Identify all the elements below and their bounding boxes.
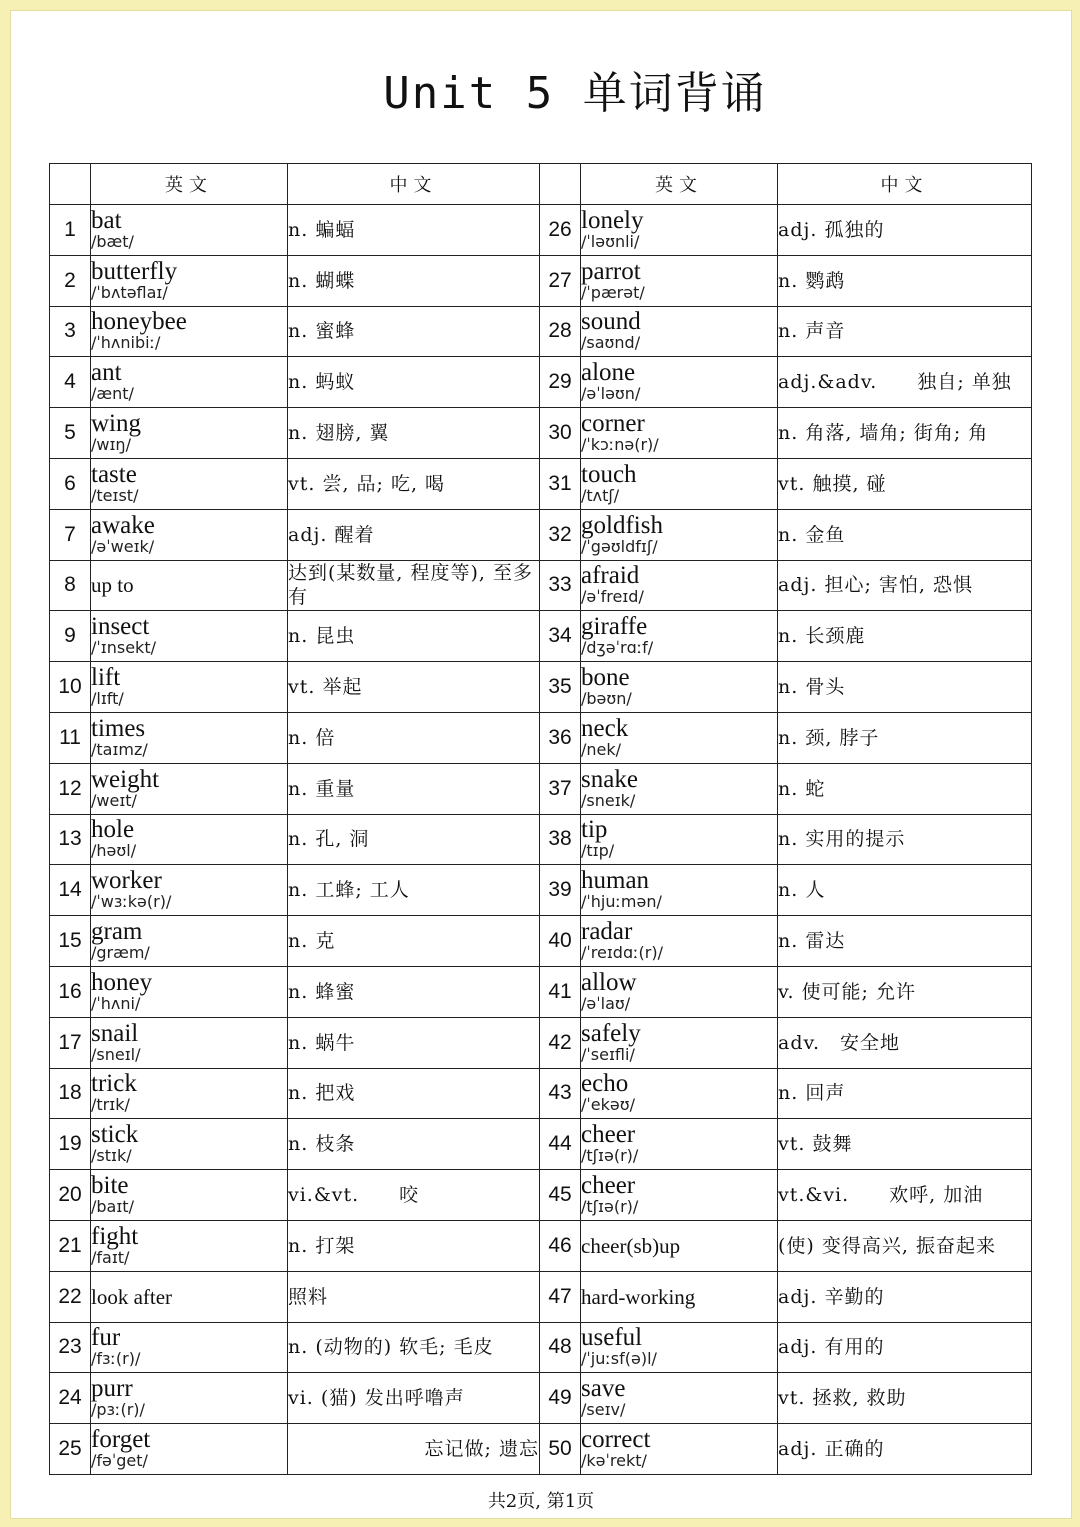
english-cell	[91, 306, 288, 357]
chinese-meaning: (使) 变得高兴, 振奋起来	[778, 1220, 1032, 1271]
entry-number: 32	[540, 509, 581, 560]
entry-number: 28	[540, 306, 581, 357]
entry-number: 4	[50, 357, 91, 408]
entry-number: 34	[540, 611, 581, 662]
english-word: lonely	[581, 206, 644, 234]
phonetic: /ˈseɪfli/	[581, 1044, 635, 1064]
english-cell	[91, 611, 288, 662]
chinese-meaning: n. (动物的) 软毛; 毛皮	[288, 1322, 540, 1373]
entry-number: 41	[540, 966, 581, 1017]
chinese-meaning: n. 孔, 洞	[288, 814, 540, 865]
phonetic: /tɪp/	[581, 841, 615, 861]
phonetic: /baɪt/	[91, 1197, 134, 1217]
table-row	[50, 814, 1032, 865]
english-word: radar	[581, 918, 633, 946]
phonetic: /dʒəˈrɑːf/	[581, 638, 654, 658]
english-word: echo	[581, 1070, 629, 1098]
english-word: times	[91, 714, 146, 742]
english-word: corner	[581, 410, 645, 438]
entry-number: 15	[50, 916, 91, 967]
phonetic: /ˈbʌtəflaɪ/	[91, 282, 168, 302]
chinese-meaning: vt. 举起	[288, 662, 540, 713]
chinese-meaning: adj. 担心; 害怕, 恐惧	[778, 560, 1032, 611]
english-cell	[91, 1271, 288, 1322]
english-word: useful	[581, 1324, 643, 1352]
entry-number: 21	[50, 1220, 91, 1271]
chinese-meaning: n. 昆虫	[288, 611, 540, 662]
chinese-meaning: n. 蝴蝶	[288, 255, 540, 306]
english-cell	[91, 560, 288, 611]
chinese-meaning: n. 蜜蜂	[288, 306, 540, 357]
header-number	[50, 164, 91, 205]
entry-number: 7	[50, 509, 91, 560]
entry-number: 24	[50, 1373, 91, 1424]
english-cell	[91, 865, 288, 916]
english-word: purr	[91, 1375, 133, 1403]
phonetic: /ˈhʌni/	[91, 993, 141, 1013]
chinese-meaning: n. 长颈鹿	[778, 611, 1032, 662]
english-word: correct	[581, 1426, 651, 1454]
english-word: stick	[91, 1121, 139, 1149]
entry-number: 33	[540, 560, 581, 611]
chinese-meaning: n. 雷达	[778, 916, 1032, 967]
header-english: 英文	[91, 164, 288, 205]
chinese-meaning: n. 实用的提示	[778, 814, 1032, 865]
english-cell	[91, 966, 288, 1017]
entry-number: 43	[540, 1068, 581, 1119]
english-word: giraffe	[581, 613, 648, 641]
chinese-meaning: n. 金鱼	[778, 509, 1032, 560]
table-row	[50, 1373, 1032, 1424]
english-cell	[581, 1271, 778, 1322]
entry-number: 9	[50, 611, 91, 662]
english-cell	[91, 1068, 288, 1119]
phonetic: /lɪft/	[91, 689, 124, 709]
english-cell	[581, 712, 778, 763]
english-word: cheer(sb)up	[581, 1233, 681, 1258]
entry-number: 19	[50, 1119, 91, 1170]
english-word: wing	[91, 410, 141, 438]
chinese-meaning: n. 工蜂; 工人	[288, 865, 540, 916]
phonetic: /trɪk/	[91, 1095, 130, 1115]
vocabulary-table	[49, 163, 1032, 1475]
entry-number: 42	[540, 1017, 581, 1068]
phonetic: /stɪk/	[91, 1146, 132, 1166]
entry-number: 49	[540, 1373, 581, 1424]
phonetic: /əˈləʊn/	[581, 384, 641, 404]
entry-number: 20	[50, 1170, 91, 1221]
english-word: human	[581, 867, 650, 895]
phonetic: /weɪt/	[91, 790, 137, 810]
english-cell	[91, 662, 288, 713]
page-title: Unit 5 单词背诵	[383, 68, 767, 119]
phonetic: /seɪv/	[581, 1400, 626, 1420]
chinese-meaning: 照料	[288, 1271, 540, 1322]
english-word: honey	[91, 968, 153, 996]
english-word: touch	[581, 460, 637, 488]
entry-number: 30	[540, 408, 581, 459]
chinese-meaning: adj.&adv. 独自; 单独	[778, 357, 1032, 408]
phonetic: /həʊl/	[91, 841, 137, 861]
chinese-meaning: n. 蜂蜜	[288, 966, 540, 1017]
header-chinese: 中文	[778, 164, 1032, 205]
entry-number: 44	[540, 1119, 581, 1170]
english-word: allow	[581, 968, 637, 996]
entry-number: 11	[50, 712, 91, 763]
english-cell	[91, 255, 288, 306]
chinese-meaning: n. 翅膀, 翼	[288, 408, 540, 459]
english-word: goldfish	[581, 511, 663, 539]
english-cell	[91, 1220, 288, 1271]
entry-number: 48	[540, 1322, 581, 1373]
phonetic: /ˈhjuːmən/	[581, 892, 662, 912]
english-word: afraid	[581, 562, 640, 590]
table-row	[50, 357, 1032, 408]
chinese-meaning: adj. 有用的	[778, 1322, 1032, 1373]
phonetic: /saʊnd/	[581, 333, 641, 353]
english-word: snail	[91, 1019, 139, 1047]
table-row	[50, 966, 1032, 1017]
table-row	[50, 712, 1032, 763]
table-row	[50, 1170, 1032, 1221]
phonetic: /faɪt/	[91, 1247, 130, 1267]
english-cell	[581, 916, 778, 967]
table-row	[50, 763, 1032, 814]
entry-number: 50	[540, 1424, 581, 1475]
english-word: insect	[91, 613, 150, 641]
entry-number: 31	[540, 458, 581, 509]
entry-number: 27	[540, 255, 581, 306]
entry-number: 37	[540, 763, 581, 814]
english-word: trick	[91, 1070, 137, 1098]
table-row	[50, 865, 1032, 916]
chinese-meaning: n. 克	[288, 916, 540, 967]
english-word: taste	[91, 460, 137, 488]
phonetic: /ænt/	[91, 384, 134, 404]
phonetic: /pɜː(r)/	[91, 1400, 145, 1420]
entry-number: 26	[540, 205, 581, 256]
english-word: worker	[91, 867, 162, 895]
phonetic: /nek/	[581, 739, 622, 759]
english-word: look after	[91, 1284, 173, 1309]
english-word: up to	[91, 573, 134, 598]
phonetic: /tʃɪə(r)/	[581, 1146, 639, 1166]
english-cell	[581, 611, 778, 662]
english-word: bone	[581, 664, 630, 692]
table-row	[50, 1017, 1032, 1068]
english-cell	[581, 509, 778, 560]
english-cell	[581, 865, 778, 916]
english-cell	[91, 1322, 288, 1373]
chinese-meaning: n. 蝙蝠	[288, 205, 540, 256]
english-word: butterfly	[91, 257, 178, 285]
english-cell	[91, 814, 288, 865]
english-word: awake	[91, 511, 155, 539]
chinese-meaning: adv. 安全地	[778, 1017, 1032, 1068]
english-cell	[91, 357, 288, 408]
phonetic: /əˈweɪk/	[91, 536, 155, 556]
english-cell	[581, 1220, 778, 1271]
chinese-meaning: n. 骨头	[778, 662, 1032, 713]
english-word: honeybee	[91, 308, 187, 336]
english-cell	[581, 814, 778, 865]
phonetic: /ˈləʊnli/	[581, 231, 640, 251]
entry-number: 5	[50, 408, 91, 459]
english-cell	[581, 306, 778, 357]
entry-number: 38	[540, 814, 581, 865]
english-word: hard-working	[581, 1284, 696, 1309]
chinese-meaning: n. 把戏	[288, 1068, 540, 1119]
english-word: bat	[91, 206, 122, 234]
english-word: ant	[91, 359, 122, 387]
english-cell	[91, 1373, 288, 1424]
phonetic: /ˈekəʊ/	[581, 1095, 636, 1115]
english-cell	[581, 1017, 778, 1068]
entry-number: 10	[50, 662, 91, 713]
table-row	[50, 662, 1032, 713]
english-word: save	[581, 1375, 626, 1403]
entry-number: 3	[50, 306, 91, 357]
english-word: hole	[91, 816, 135, 844]
english-word: tip	[581, 816, 608, 844]
chinese-meaning: vt. 鼓舞	[778, 1119, 1032, 1170]
english-word: lift	[91, 664, 121, 692]
english-cell	[91, 1119, 288, 1170]
table-row	[50, 255, 1032, 306]
entry-number: 45	[540, 1170, 581, 1221]
header-number	[540, 164, 581, 205]
english-cell	[581, 1322, 778, 1373]
entry-number: 17	[50, 1017, 91, 1068]
english-word: neck	[581, 714, 629, 742]
table-row	[50, 306, 1032, 357]
chinese-meaning: adj. 辛勤的	[778, 1271, 1032, 1322]
phonetic: /tʌtʃ/	[581, 485, 620, 505]
chinese-meaning: vt.&vi. 欢呼, 加油	[778, 1170, 1032, 1221]
chinese-meaning: vt. 拯救, 救助	[778, 1373, 1032, 1424]
english-cell	[581, 458, 778, 509]
english-word: fur	[91, 1324, 121, 1352]
chinese-meaning: vt. 触摸, 碰	[778, 458, 1032, 509]
document-page	[10, 10, 1072, 1519]
phonetic: /fɜː(r)/	[91, 1349, 141, 1369]
chinese-meaning: n. 倍	[288, 712, 540, 763]
english-cell	[581, 1068, 778, 1119]
entry-number: 12	[50, 763, 91, 814]
phonetic: /ˈkɔːnə(r)/	[581, 435, 659, 455]
phonetic: /græm/	[91, 943, 150, 963]
chinese-meaning: n. 枝条	[288, 1119, 540, 1170]
english-word: safely	[581, 1019, 641, 1047]
phonetic: /teɪst/	[91, 485, 139, 505]
phonetic: /sneɪl/	[91, 1044, 141, 1064]
english-cell	[581, 560, 778, 611]
english-cell	[91, 1017, 288, 1068]
phonetic: /ˈɪnsekt/	[91, 638, 156, 658]
phonetic: /wɪŋ/	[91, 435, 131, 455]
phonetic: /əˈfreɪd/	[581, 587, 644, 607]
chinese-meaning: n. 蛇	[778, 763, 1032, 814]
chinese-meaning: vi. (猫) 发出呼噜声	[288, 1373, 540, 1424]
entry-number: 36	[540, 712, 581, 763]
table-row	[50, 205, 1032, 256]
phonetic: /fəˈget/	[91, 1451, 148, 1471]
phonetic: /ˈjuːsf(ə)l/	[581, 1349, 657, 1369]
english-word: snake	[581, 765, 638, 793]
chinese-meaning: n. 人	[778, 865, 1032, 916]
english-word: bite	[91, 1172, 129, 1200]
entry-number: 16	[50, 966, 91, 1017]
english-cell	[581, 255, 778, 306]
table-row	[50, 1424, 1032, 1475]
chinese-meaning: adj. 孤独的	[778, 205, 1032, 256]
entry-number: 46	[540, 1220, 581, 1271]
chinese-meaning: vi.&vt. 咬	[288, 1170, 540, 1221]
english-cell	[91, 205, 288, 256]
entry-number: 6	[50, 458, 91, 509]
phonetic: /ˈpærət/	[581, 282, 645, 302]
english-cell	[91, 458, 288, 509]
english-cell	[581, 966, 778, 1017]
english-word: cheer	[581, 1121, 636, 1149]
chinese-meaning: n. 角落, 墙角; 街角; 角	[778, 408, 1032, 459]
entry-number: 40	[540, 916, 581, 967]
english-cell	[91, 763, 288, 814]
english-cell	[91, 1424, 288, 1475]
phonetic: /ˈgəʊldfɪʃ/	[581, 536, 658, 556]
english-word: sound	[581, 308, 641, 336]
english-word: forget	[91, 1426, 151, 1454]
table-row	[50, 1068, 1032, 1119]
phonetic: /bæt/	[91, 231, 134, 251]
chinese-meaning: adj. 正确的	[778, 1424, 1032, 1475]
phonetic: /tʃɪə(r)/	[581, 1197, 639, 1217]
entry-number: 13	[50, 814, 91, 865]
chinese-meaning: n. 颈, 脖子	[778, 712, 1032, 763]
entry-number: 14	[50, 865, 91, 916]
table-row	[50, 916, 1032, 967]
english-word: cheer	[581, 1172, 636, 1200]
chinese-meaning: n. 蜗牛	[288, 1017, 540, 1068]
english-cell	[581, 1170, 778, 1221]
table-row	[50, 611, 1032, 662]
english-cell	[91, 916, 288, 967]
english-cell	[91, 1170, 288, 1221]
phonetic: /əˈlaʊ/	[581, 993, 631, 1013]
chinese-meaning: v. 使可能; 允许	[778, 966, 1032, 1017]
entry-number: 8	[50, 560, 91, 611]
header-chinese: 中文	[288, 164, 540, 205]
chinese-meaning: n. 打架	[288, 1220, 540, 1271]
table-header-row	[50, 164, 1032, 205]
phonetic: /sneɪk/	[581, 790, 636, 810]
phonetic: /kəˈrekt/	[581, 1451, 647, 1471]
chinese-meaning: 达到(某数量, 程度等), 至多有	[288, 560, 540, 611]
phonetic: /ˈwɜːkə(r)/	[91, 892, 172, 912]
english-cell	[91, 509, 288, 560]
entry-number: 22	[50, 1271, 91, 1322]
phonetic: /ˈhʌnibiː/	[91, 333, 161, 353]
table-row	[50, 458, 1032, 509]
entry-number: 25	[50, 1424, 91, 1475]
entry-number: 2	[50, 255, 91, 306]
chinese-meaning: n. 声音	[778, 306, 1032, 357]
table-row	[50, 1220, 1032, 1271]
english-cell	[581, 662, 778, 713]
english-cell	[581, 1373, 778, 1424]
table-row	[50, 1322, 1032, 1373]
table-row	[50, 509, 1032, 560]
english-word: parrot	[581, 257, 641, 285]
english-cell	[91, 408, 288, 459]
english-cell	[581, 408, 778, 459]
entry-number: 1	[50, 205, 91, 256]
english-cell	[581, 1424, 778, 1475]
entry-number: 18	[50, 1068, 91, 1119]
phonetic: /taɪmz/	[91, 739, 148, 759]
table-body	[50, 205, 1032, 1475]
english-cell	[581, 1119, 778, 1170]
entry-number: 23	[50, 1322, 91, 1373]
table-row	[50, 408, 1032, 459]
english-word: weight	[91, 765, 160, 793]
english-cell	[91, 712, 288, 763]
entry-number: 35	[540, 662, 581, 713]
chinese-meaning: n. 鹦鹉	[778, 255, 1032, 306]
english-word: fight	[91, 1222, 139, 1250]
phonetic: /ˈreɪdɑː(r)/	[581, 943, 663, 963]
table-row	[50, 1271, 1032, 1322]
table-row	[50, 1119, 1032, 1170]
english-cell	[581, 763, 778, 814]
chinese-meaning: n. 蚂蚁	[288, 357, 540, 408]
chinese-meaning: n. 重量	[288, 763, 540, 814]
entry-number: 29	[540, 357, 581, 408]
english-word: alone	[581, 359, 636, 387]
english-word: gram	[91, 918, 143, 946]
english-cell	[581, 357, 778, 408]
header-english: 英文	[581, 164, 778, 205]
chinese-meaning: n. 回声	[778, 1068, 1032, 1119]
chinese-meaning: vt. 尝, 品; 吃, 喝	[288, 458, 540, 509]
entry-number: 47	[540, 1271, 581, 1322]
entry-number: 39	[540, 865, 581, 916]
page-footer: 共2页, 第1页	[487, 1491, 595, 1512]
table-row	[50, 560, 1032, 611]
phonetic: /bəʊn/	[581, 689, 632, 709]
chinese-meaning: 忘记做; 遗忘	[288, 1424, 540, 1475]
english-cell	[581, 205, 778, 256]
chinese-meaning: adj. 醒着	[288, 509, 540, 560]
